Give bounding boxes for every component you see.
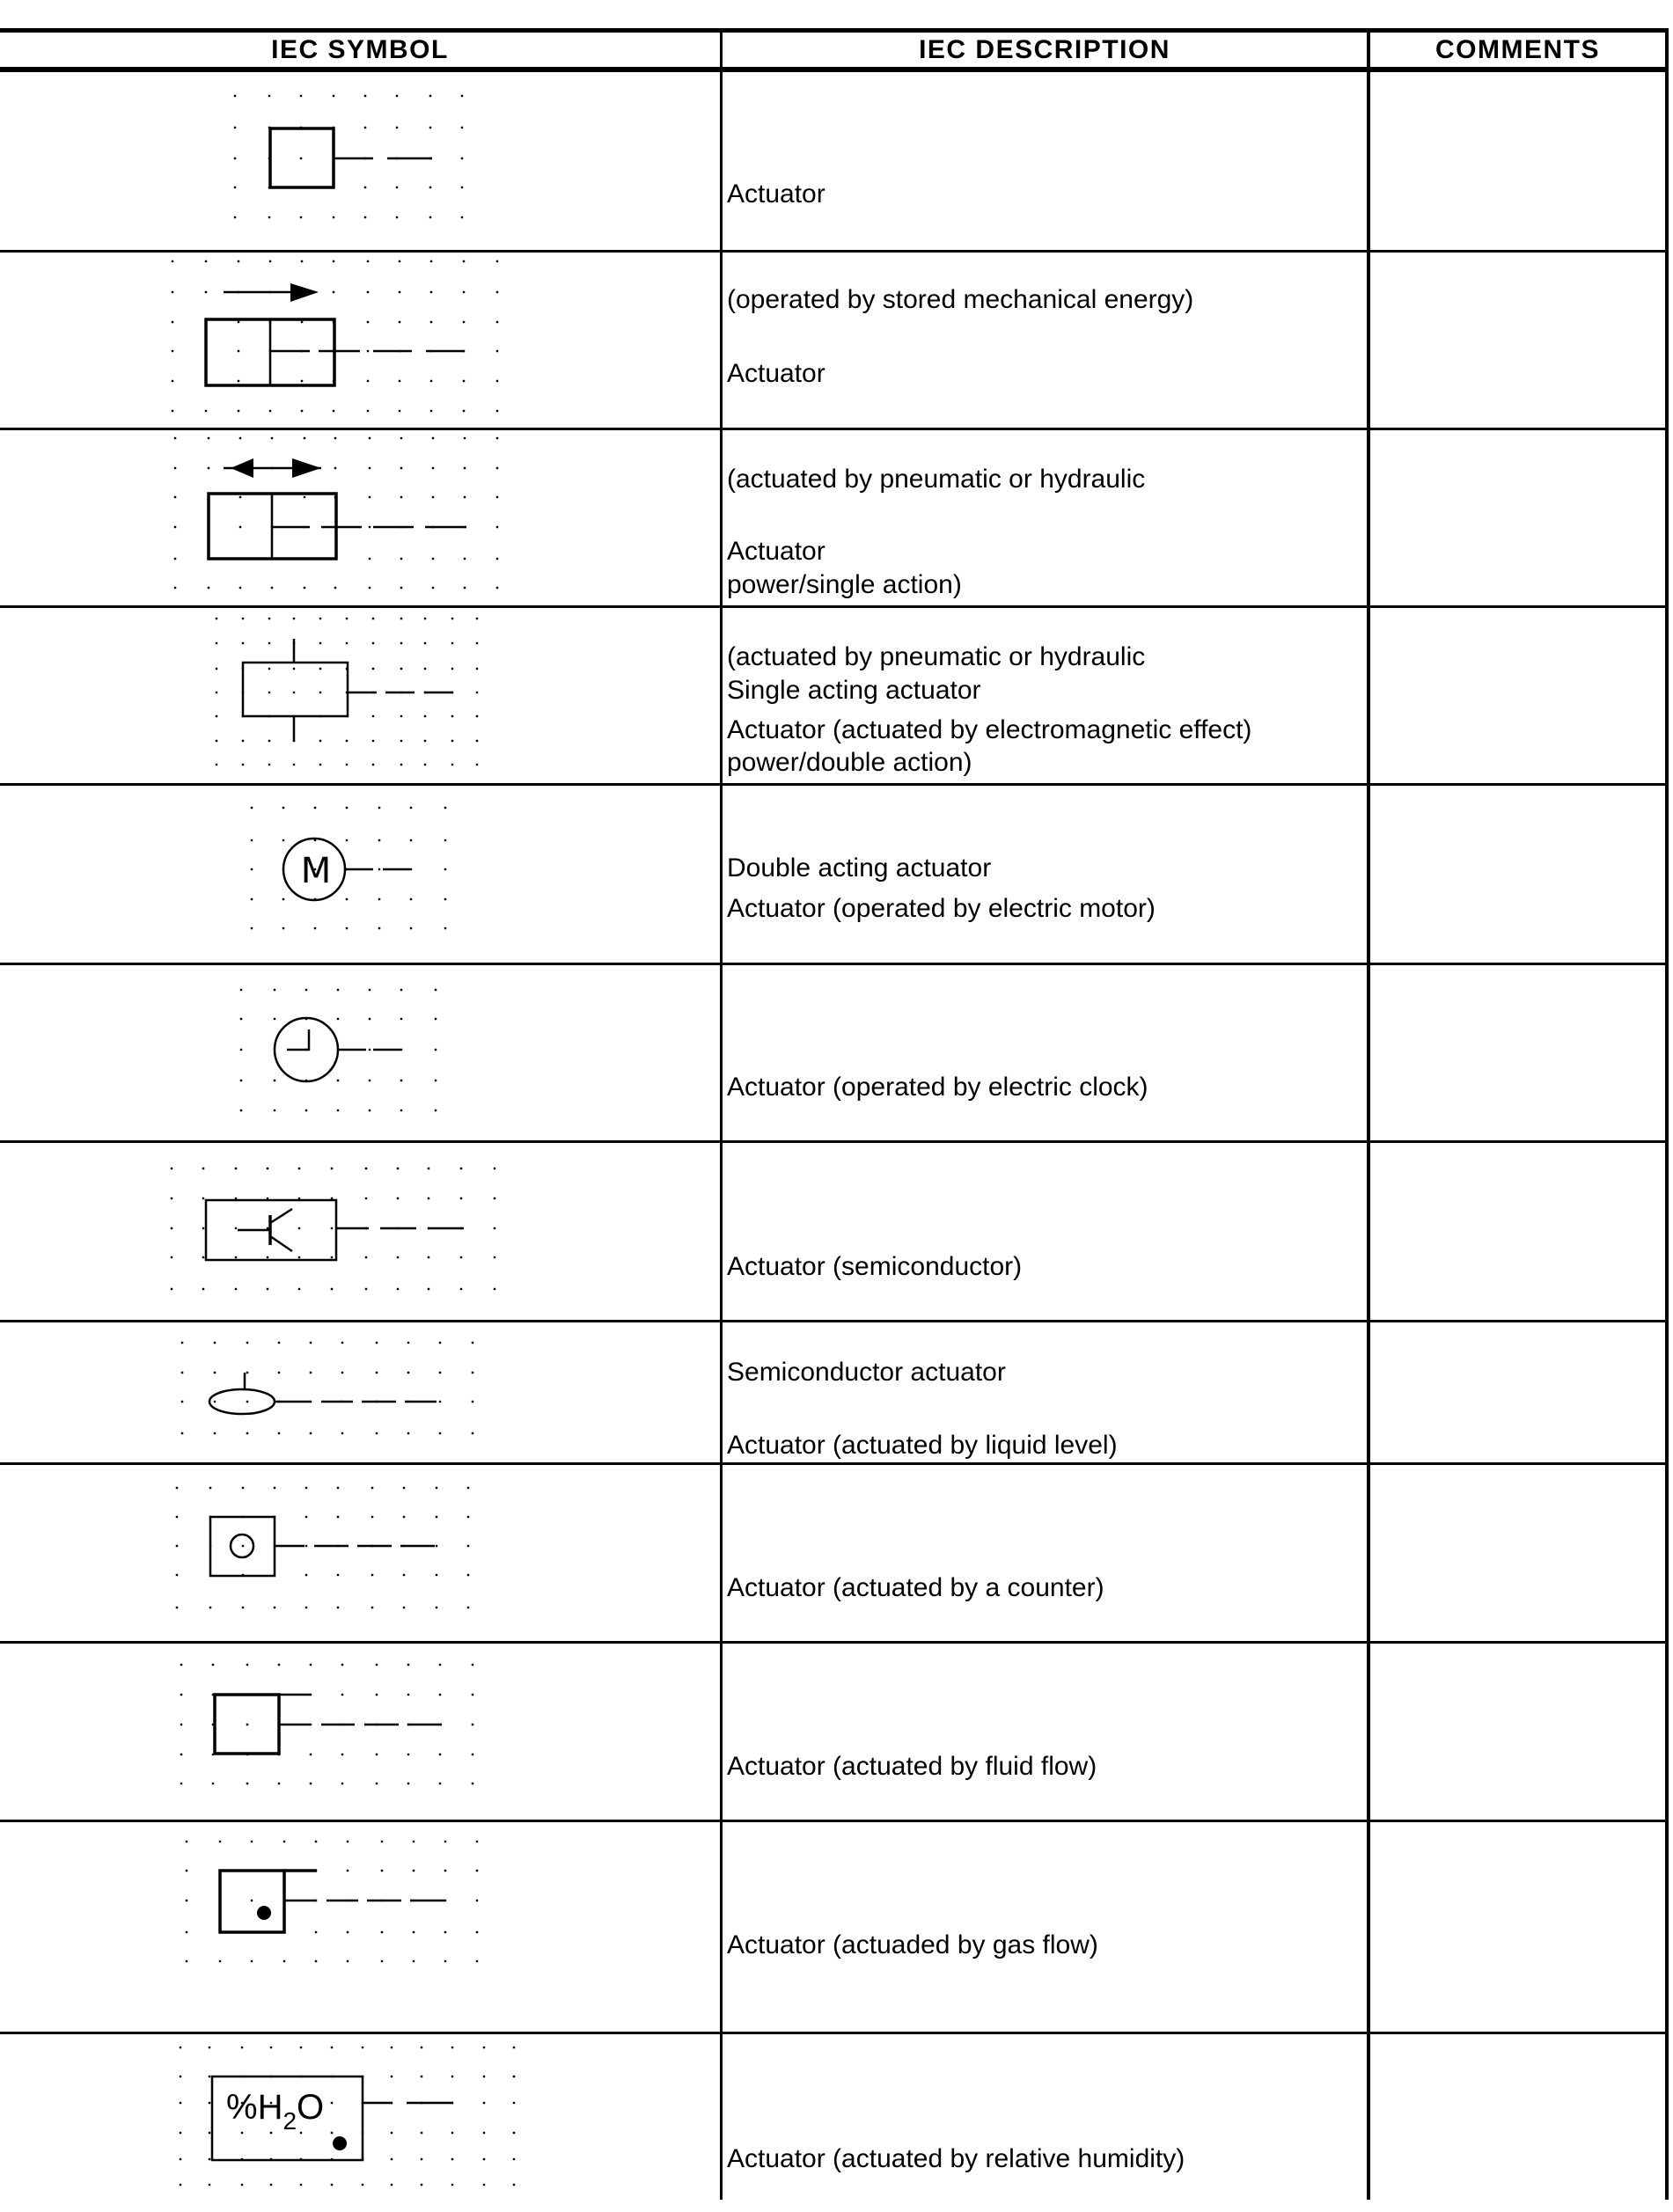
actuator-semiconductor-icon (171, 1168, 495, 1290)
description-cell (727, 1857, 1361, 1998)
comment-cell (1373, 2034, 1663, 2200)
description-line: power/double action) (727, 748, 972, 777)
description-cell (727, 2071, 1361, 2212)
description-line: Semiconductor actuator (727, 1358, 1006, 1387)
description-line: Actuator (operated by electric clock) (727, 1073, 1148, 1102)
humidity-label: $\%H_2O$ (226, 2088, 325, 2135)
description-line: Actuator (actuated by a counter) (727, 1573, 1104, 1602)
actuator-electric-clock-icon (240, 989, 437, 1111)
comment-cell (1373, 608, 1663, 783)
actuator-relative-humidity-icon (180, 2047, 515, 2186)
description-line: Actuator (727, 537, 825, 566)
comment-cell (1373, 72, 1663, 250)
description-line: Double acting actuator (727, 853, 992, 883)
actuator-liquid-level-icon (181, 1342, 473, 1434)
actuator-electric-motor-icon (251, 807, 446, 929)
description-line: Actuator (actuated by relative humidity) (727, 2144, 1185, 2173)
description-cell (727, 1679, 1361, 1820)
actuator-gas-flow-icon (186, 1841, 478, 1962)
description-line: Actuator (727, 179, 825, 209)
comment-cell (1373, 965, 1663, 1140)
column-divider-description-comments (1367, 28, 1370, 2200)
description-cell (727, 1358, 1361, 1498)
comment-cell (1373, 1822, 1663, 2032)
description-line: Actuator (actuated by fluid flow) (727, 1752, 1097, 1781)
description-line: Actuator (actuated by liquid level) (727, 1431, 1118, 1460)
description-line: Actuator (semiconductor) (727, 1252, 1023, 1281)
header-iec-symbol: IEC SYMBOL (271, 35, 449, 64)
description-line: (actuated by pneumatic or hydraulic (727, 642, 1146, 671)
actuator-double-acting-icon (174, 437, 498, 589)
description-cell (727, 1000, 1361, 1140)
symbol-column (0, 0, 723, 2200)
actuator-fluid-flow-icon (180, 1664, 473, 1784)
comment-cell (1373, 786, 1663, 963)
comment-cell (1373, 1644, 1663, 1820)
comment-cell (1373, 1143, 1663, 1320)
comment-cell (1373, 430, 1663, 605)
description-cell (727, 821, 1361, 962)
description-cell (727, 642, 1361, 783)
description-line: (actuated by pneumatic or hydraulic (727, 465, 1146, 494)
description-line: Actuator (operated by electric motor) (727, 894, 1156, 923)
description-line: Actuator (actuaded by gas flow) (727, 1930, 1098, 1959)
description-line: (operated by stored mechanical energy) (727, 285, 1194, 314)
header-comments: COMMENTS (1435, 35, 1600, 64)
table-border-right (1665, 28, 1669, 2200)
comment-cell (1373, 1322, 1663, 1462)
actuator-stored-mechanical-energy-icon (234, 95, 463, 218)
description-line: Actuator (727, 359, 825, 388)
actuator-counter-icon (176, 1487, 469, 1608)
description-line: power/single action) (727, 570, 962, 599)
description-line: Single acting actuator (727, 676, 981, 705)
description-line: Actuator (actuated by electromagnetic effect) (727, 715, 1252, 744)
motor-label: M (300, 851, 332, 891)
header-iec-description: IEC DESCRIPTION (919, 35, 1170, 64)
actuator-electromagnetic-icon (216, 618, 478, 765)
actuator-single-acting-icon (172, 260, 498, 412)
description-cell (727, 1500, 1361, 1641)
comment-cell (1373, 1465, 1663, 1641)
comment-cell (1373, 253, 1663, 428)
